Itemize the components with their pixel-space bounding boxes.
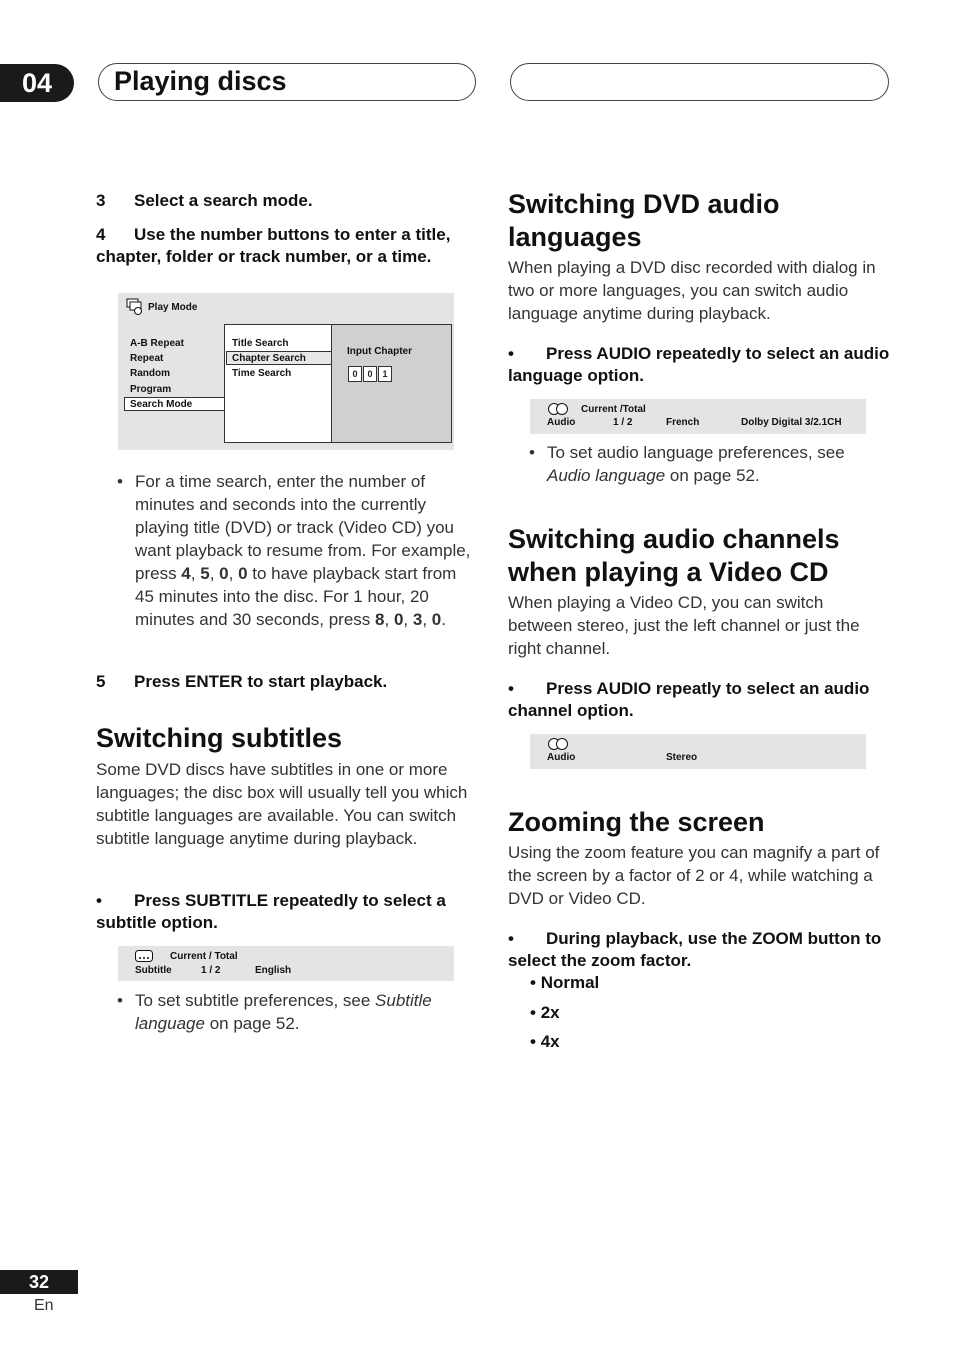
heading-audio-channels: Switching audio channels when playing a Video CD [508,524,840,587]
text: on page 52. [204,1014,300,1033]
audio-icon [547,738,569,750]
osd-header: Current / Total [170,951,238,962]
text: on page 52. [665,466,760,485]
sep: , [228,564,239,583]
language-code: En [34,1297,54,1314]
menu-item-repeat[interactable]: Repeat [130,353,164,364]
audio-lang-step [508,343,890,387]
osd-label: Audio [547,417,576,428]
text: To set audio language preferences, see [547,443,845,462]
step-text: Press AUDIO repeatedly to select an audio language option. [508,344,890,385]
sep: , [403,610,413,629]
menu-item-program[interactable]: Program [130,384,172,395]
key: 0 [238,564,248,583]
step-text: Select a search mode. [134,191,313,210]
step-text: Use the number buttons to enter a title, chapter, folder or track number, or a time. [96,225,451,266]
key: 5 [200,564,210,583]
subtitle-osd [118,946,454,981]
link-text[interactable]: Subtitle language [135,991,432,1033]
key: 3 [412,610,423,629]
subtitles-body: Some DVD discs have subtitles in one or more languages; the disc box will usually tell you which subtitle languages are available. You can switch subtitle language anytime during playback. [96,760,468,848]
audio-lang-body: When playing a DVD disc recorded with dialog in two or more languages, you can switch audio language anytime during playback. [508,258,876,323]
menu-item-ab-repeat[interactable]: A-B Repeat [130,338,184,349]
menu-item-random[interactable]: Random [130,368,170,379]
bullet-dot: • [508,929,514,948]
key: 4 [181,564,191,583]
play-mode-title: Play Mode [148,302,198,313]
audio-channels-step [508,678,890,722]
heading-subtitles: Switching subtitles [96,723,343,753]
zoom-option-label: 2x [540,1003,560,1022]
subtitle-icon [135,950,153,962]
step-text: Press AUDIO repeatly to select an audio channel option. [508,679,870,720]
subtitles-step [96,890,480,934]
osd-value: Stereo [666,752,698,763]
osd-format: Dolby Digital 3/2.1CH [741,417,842,428]
play-mode-icon [126,298,146,316]
sep: , [422,610,432,629]
heading-zoom: Zooming the screen [508,807,765,837]
zoom-option: • 4x [530,1032,560,1051]
step-number: 5 [96,672,106,691]
zoom-body: Using the zoom feature you can magnify a part of the screen by a factor of 2 or 4, while watching a DVD or Video CD. [508,843,880,908]
zoom-step [508,928,890,972]
step-text: During playback, use the ZOOM button to select the zoom factor. [508,929,882,970]
bullet-dot: • [117,472,123,491]
sep: , [209,564,220,583]
osd-value: English [255,965,292,976]
input-label: Input Chapter [347,346,412,357]
audio-language-osd [530,399,866,434]
zoom-option: • Normal [530,973,600,992]
page-title: Playing discs [114,66,287,96]
bullet-dot: • [508,679,514,698]
link-text[interactable]: Audio language [547,466,666,485]
empty-header-frame [510,63,889,101]
step-number: 3 [96,191,106,210]
chapter-badge: 04 [0,64,74,102]
end: . [441,610,446,629]
text: to have playback start from 45 minutes into the disc. For 1 hour, 20 minutes and 30 seconds, press [135,564,457,629]
audio-lang-note [529,441,887,487]
bullet-dot: • [508,344,514,363]
menu-item-search-mode[interactable]: Search Mode [130,399,193,410]
key: 0 [219,564,229,583]
digit-box[interactable]: 0 [363,366,377,382]
step-number: 4 [96,225,106,244]
osd-count: 1 / 2 [201,965,221,976]
step-text: Press SUBTITLE repeatedly to select a subtitle option. [96,891,446,932]
step-3 [96,190,486,212]
text: To set subtitle preferences, see [135,991,376,1010]
play-mode-screen [118,293,454,450]
key: 8 [375,610,385,629]
bullet-dot: • [529,443,535,462]
digit-box[interactable]: 1 [378,366,392,382]
osd-header: Current /Total [581,404,646,415]
page-number: 32 [0,1270,78,1294]
step-text: Press ENTER to start playback. [134,672,388,691]
bullet-dot: • [96,891,102,910]
input-panel [331,324,452,443]
submenu-chapter-search[interactable]: Chapter Search [232,353,306,364]
subtitle-note [117,989,473,1035]
time-search-bullet [117,470,473,631]
osd-value: French [666,417,700,428]
osd-label: Subtitle [135,965,172,976]
audio-channel-osd [530,734,866,769]
zoom-option-label: 4x [540,1032,560,1051]
sep: , [190,564,201,583]
audio-channels-body: When playing a Video CD, you can switch between stereo, just the left channel or just the right channel. [508,593,860,658]
text: For a time search, enter the number of minutes and seconds into the currently playing title (DVD) or track (Video CD) you want playback to resume from. For example, press [135,472,471,583]
digit-box[interactable]: 0 [348,366,362,382]
audio-icon [547,403,569,415]
zoom-option-label: Normal [540,973,600,992]
zoom-option: • 2x [530,1003,560,1022]
bullet-dot: • [117,991,123,1010]
step-4 [96,224,480,268]
osd-label: Audio [547,752,576,763]
osd-count: 1 / 2 [613,417,633,428]
submenu-title-search[interactable]: Title Search [232,338,289,349]
heading-audio-languages: Switching DVD audio languages [508,189,780,252]
sep: , [384,610,394,629]
key: 0 [431,610,442,629]
key: 0 [393,610,404,629]
step-5 [96,671,486,693]
submenu-time-search[interactable]: Time Search [232,368,292,379]
